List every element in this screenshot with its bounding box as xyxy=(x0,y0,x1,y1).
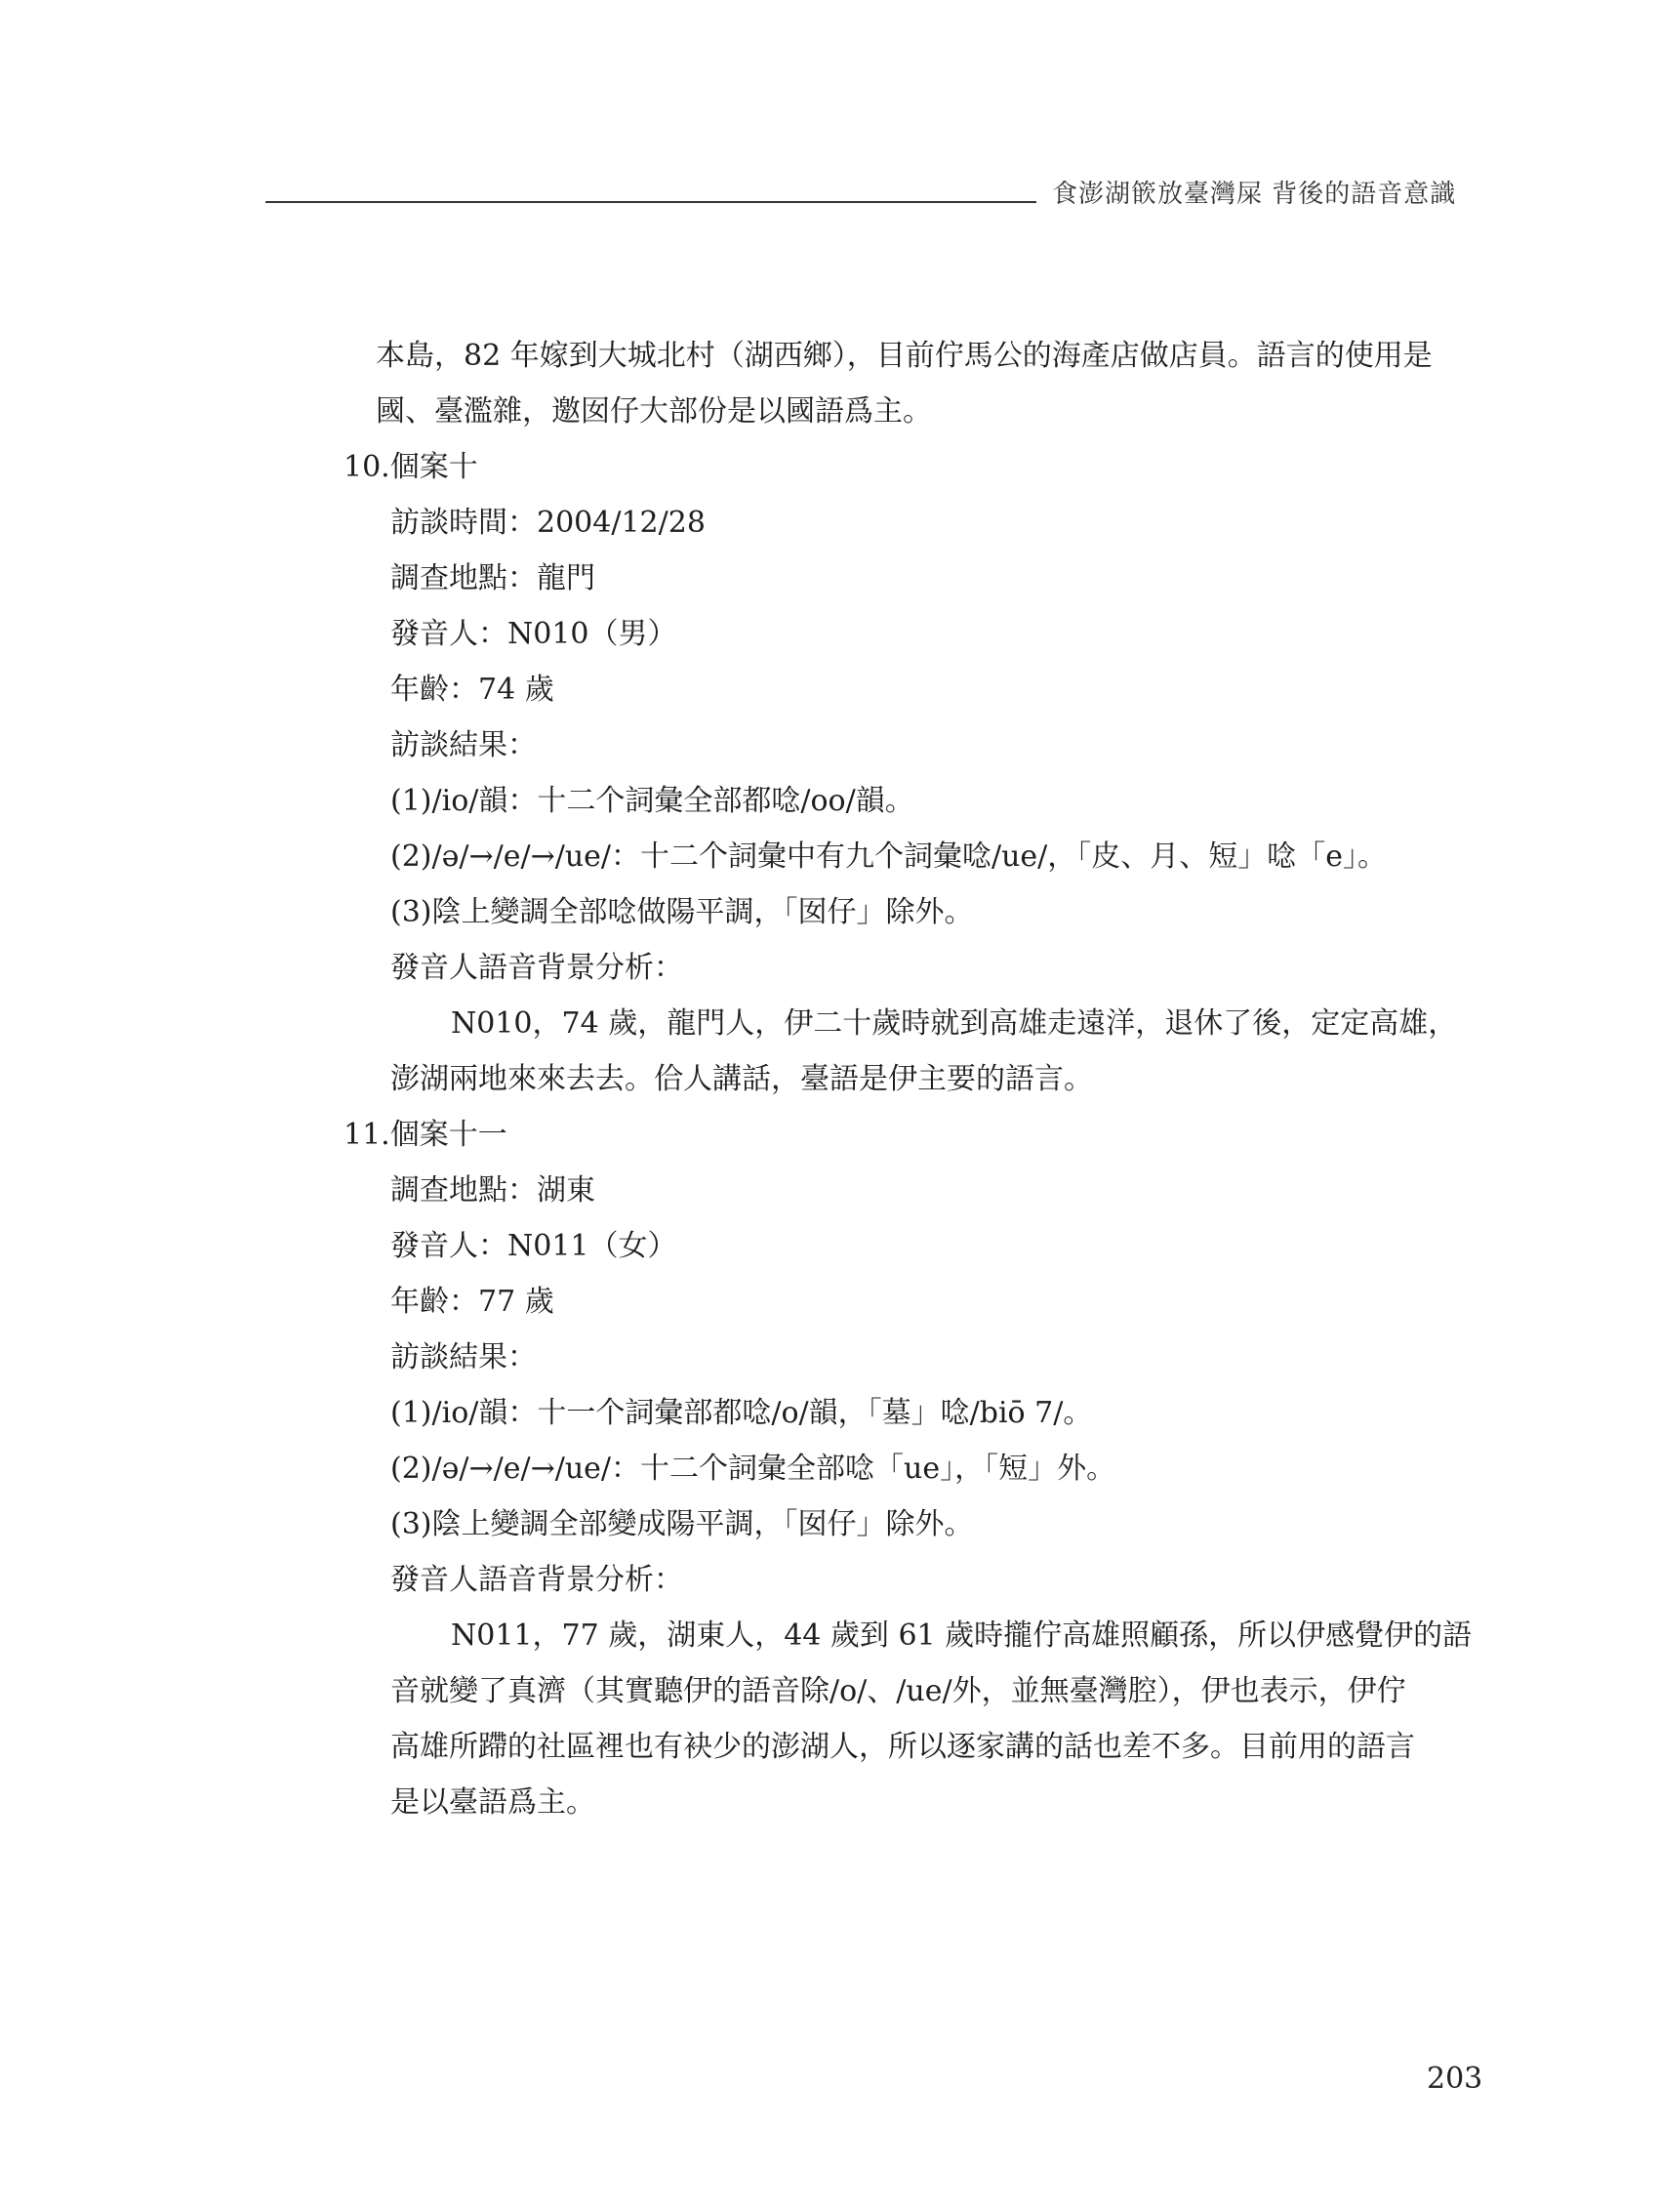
analysis-paragraph-line: 澎湖兩地來來去去。佮人講話，臺語是伊主要的語言。 xyxy=(390,1062,1093,1096)
survey-location: 調查地點：龍門 xyxy=(390,561,595,595)
page-number: 203 xyxy=(1427,2062,1483,2096)
results-label: 訪談結果： xyxy=(390,1340,537,1374)
speaker-age: 年齡：74 歲 xyxy=(390,673,554,707)
result-item: (1)/io/韻：十一个詞彙部都唸/o/韻，「墓」唸/biō 7/。 xyxy=(390,1396,1093,1430)
running-header: 食澎湖篏放臺灣屎 背後的語音意識 xyxy=(1052,180,1457,209)
survey-location: 調查地點：湖東 xyxy=(390,1173,595,1208)
analysis-paragraph-line: 音就變了真濟（其實聽伊的語音除/o/、/ue/外，並無臺灣腔），伊也表示，伊佇 xyxy=(390,1674,1406,1708)
results-label: 訪談結果： xyxy=(390,728,537,762)
intro-line: 國、臺濫雜，邀囡仔大部份是以國語爲主。 xyxy=(376,394,932,429)
result-item: (3)陰上變調全部唸做陽平調，「囡仔」除外。 xyxy=(390,895,974,929)
analysis-label: 發音人語音背景分析： xyxy=(390,1563,683,1597)
case-heading: 11.個案十一 xyxy=(344,1118,507,1152)
analysis-paragraph-line: N010，74 歲，龍門人，伊二十歲時就到高雄走遠洋，退休了後，定定高雄， xyxy=(451,1006,1458,1041)
result-item: (2)/ə/→/e/→/ue/：十二个詞彙全部唸「ue」，「短」外。 xyxy=(390,1452,1116,1486)
result-item: (3)陰上變調全部變成陽平調，「囡仔」除外。 xyxy=(390,1507,974,1541)
result-item: (2)/ə/→/e/→/ue/：十二个詞彙中有九个詞彙唸/ue/，「皮、月、短」唸「e」。 xyxy=(390,840,1388,874)
analysis-label: 發音人語音背景分析： xyxy=(390,951,683,985)
analysis-paragraph-line: 是以臺語爲主。 xyxy=(390,1785,595,1820)
speaker-age: 年齡：77 歲 xyxy=(390,1285,554,1319)
case-heading: 10.個案十 xyxy=(344,450,478,484)
speaker-info: 發音人：N010（男） xyxy=(390,617,677,651)
analysis-paragraph-line: 高雄所蹛的社區裡也有袂少的澎湖人，所以逐家講的話也差不多。目前用的語言 xyxy=(390,1730,1415,1764)
interview-time: 訪談時間：2004/12/28 xyxy=(390,506,706,540)
result-item: (1)/io/韻：十二个詞彙全部都唸/oo/韻。 xyxy=(390,784,914,818)
speaker-info: 發音人：N011（女） xyxy=(390,1229,677,1263)
header-rule xyxy=(265,201,1036,203)
analysis-paragraph-line: N011，77 歲，湖東人，44 歲到 61 歲時攏佇高雄照顧孫，所以伊感覺伊的語 xyxy=(451,1618,1473,1653)
intro-line: 本島，82 年嫁到大城北村（湖西鄉），目前佇馬公的海產店做店員。語言的使用是 xyxy=(376,339,1433,373)
